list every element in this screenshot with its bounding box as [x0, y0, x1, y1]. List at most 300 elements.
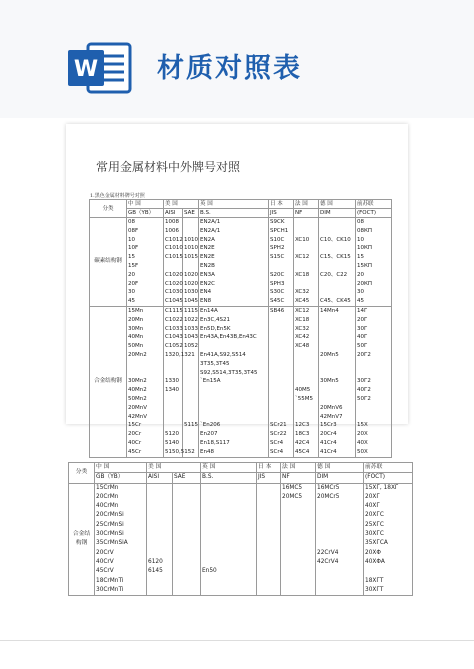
cell-line: SB46 — [270, 307, 285, 314]
cell-line: 30Г2 — [357, 378, 371, 385]
category-cell: 合金结构钢 — [69, 483, 95, 596]
data-cell — [199, 218, 269, 307]
cell-line — [270, 404, 292, 413]
cell-line: 08 — [128, 219, 135, 225]
cell-line: 3T35,3T45 — [200, 360, 230, 367]
cell-line: En50 — [202, 568, 217, 575]
cell-line: 15XГ, 18XГ — [365, 484, 399, 491]
cell-line: En48 — [200, 448, 214, 455]
cell-line — [270, 342, 292, 351]
cell-line: 50Г — [357, 343, 368, 350]
cell-line — [258, 521, 279, 530]
cell-line — [317, 511, 362, 520]
cell-line — [282, 549, 314, 558]
cell-line: 20 — [357, 271, 364, 278]
cell-line — [174, 577, 199, 586]
cell-line: 08КП — [357, 227, 373, 234]
cell-line — [174, 530, 199, 539]
cell-line — [317, 502, 362, 511]
cell-line: 15 — [357, 254, 364, 261]
cell-line — [184, 377, 197, 386]
cell-line — [320, 333, 354, 342]
cell-line: 12C3 — [295, 422, 310, 429]
cell-line: 30Mn — [128, 325, 144, 332]
data-cell — [319, 306, 356, 457]
table-row — [90, 218, 392, 307]
cell-line: 30 — [357, 289, 364, 296]
cell-line — [165, 413, 181, 422]
header-standard: JIS — [269, 209, 294, 218]
cell-line — [184, 262, 197, 271]
cell-line: 1045 — [184, 298, 198, 305]
cell-line — [165, 421, 181, 430]
cell-line: 30XГC — [365, 531, 384, 538]
cell-line — [174, 521, 199, 530]
cell-line — [148, 484, 171, 493]
cell-line: C1045 — [165, 298, 183, 305]
cell-line — [165, 404, 181, 413]
table-row — [90, 306, 392, 457]
cell-line: EN2E — [200, 254, 215, 261]
cell-line: 45 — [128, 298, 135, 305]
header-standard: JIS — [257, 473, 281, 483]
header-standard: SAE — [173, 473, 201, 483]
cell-line — [165, 369, 181, 378]
header-standard: DIM — [319, 209, 356, 218]
page-heading: 常用金属材料中外牌号对照 — [96, 160, 241, 174]
cell-line — [200, 342, 267, 351]
cell-line — [357, 413, 390, 422]
cell-line — [174, 558, 199, 567]
cell-line: 1006 — [165, 227, 179, 234]
data-cell — [199, 306, 269, 457]
cell-line: 20Mn — [128, 316, 144, 323]
cell-line: 18XГT — [365, 577, 384, 584]
cell-line: C1052 — [165, 343, 183, 350]
cell-line — [295, 351, 317, 360]
cell-line: 20XΦ — [365, 549, 381, 556]
cell-line — [282, 521, 314, 530]
cell-line: XC12 — [295, 254, 310, 261]
cell-line: En207 — [200, 431, 218, 438]
header-standard: B.S. — [199, 209, 269, 218]
header-country: 日 本 — [257, 463, 281, 473]
cell-line — [258, 502, 279, 511]
cell-line: `55M5 — [295, 395, 313, 402]
category-cell: 合金结构钢 — [90, 306, 127, 457]
cell-line — [184, 360, 197, 369]
cell-line: 1330 — [165, 378, 179, 385]
cell-line — [320, 288, 354, 297]
cell-line: 1320,1321 — [165, 351, 195, 358]
cell-line — [320, 316, 354, 325]
cell-line — [320, 218, 354, 227]
cell-line — [282, 502, 314, 511]
table-row — [69, 483, 413, 596]
cell-line: 40XГ — [365, 503, 380, 510]
header-country: 德 国 — [316, 463, 364, 473]
cell-line: 15F — [128, 262, 139, 269]
cell-line — [295, 377, 317, 386]
cell-line: 6145 — [148, 568, 163, 575]
cell-line — [270, 377, 292, 386]
cell-line: En41A,S92,S514 — [200, 351, 246, 358]
cell-line — [365, 567, 411, 576]
cell-line — [174, 586, 199, 595]
header-standard: (FOCT) — [356, 209, 392, 218]
header-standard: AISI — [147, 473, 173, 483]
cell-line — [174, 493, 199, 502]
cell-line: XC32 — [295, 289, 310, 296]
cell-line: 20CrV — [96, 549, 114, 556]
cell-line — [148, 539, 171, 548]
cell-line: 42MnV7 — [320, 413, 343, 420]
cell-line — [258, 511, 279, 520]
cell-line: 1008 — [165, 219, 179, 225]
header-country: 前苏联 — [356, 200, 392, 209]
cell-line: 20MnV6 — [320, 404, 343, 411]
header-row — [90, 200, 392, 209]
cell-line — [270, 413, 292, 422]
cell-line: C1115 — [165, 307, 183, 314]
cell-line: C1033 — [165, 325, 183, 332]
cell-line — [320, 386, 354, 395]
cell-line — [165, 395, 181, 404]
data-cell — [356, 306, 392, 457]
cell-line — [282, 530, 314, 539]
cell-line: 20Mn5 — [320, 351, 339, 358]
cell-line — [282, 511, 314, 520]
cell-line: EN2A — [200, 236, 215, 243]
cell-line: 40CrMn — [96, 503, 119, 510]
cell-line: C45、CK45 — [320, 298, 351, 305]
cell-line: 50Mn — [128, 343, 144, 350]
data-cell — [269, 306, 294, 457]
cell-line: En3C,4S21 — [200, 316, 231, 323]
data-cell — [201, 483, 257, 596]
cell-line: C1012 — [165, 236, 183, 243]
cell-line: 10F — [128, 245, 139, 252]
cell-line — [270, 369, 292, 378]
cell-line: 15 — [128, 254, 135, 261]
cell-line: 30CrMnSi — [96, 531, 124, 538]
cell-line: 20Cr4 — [320, 431, 337, 438]
cell-line: 1015 — [184, 254, 198, 261]
cell-line: 5150,5152 — [165, 448, 195, 455]
cell-line: 41Cr4 — [320, 439, 337, 446]
cell-line: En43A,En43B,En43C — [200, 334, 257, 341]
cell-line — [200, 413, 267, 422]
word-document-icon — [66, 40, 132, 96]
cell-line: 15КП — [357, 262, 373, 269]
cell-line — [282, 558, 314, 567]
cell-line: EN4 — [200, 289, 212, 296]
cell-line: EN2C — [200, 280, 215, 287]
cell-line: 40M5 — [295, 387, 311, 394]
cell-line: XC42 — [295, 334, 310, 341]
cell-line — [148, 549, 171, 558]
cell-line — [270, 360, 292, 369]
cell-line — [295, 244, 317, 253]
cell-line — [148, 493, 171, 502]
cell-line: 20Г — [357, 316, 368, 323]
cell-line: 15X — [357, 422, 368, 429]
cell-line — [148, 530, 171, 539]
data-cell — [183, 218, 199, 307]
cell-line: 30 — [128, 289, 135, 296]
data-cell — [257, 483, 281, 596]
cell-line: 1020 — [184, 271, 198, 278]
cell-line: XC45 — [295, 298, 310, 305]
cell-line: 15Cr — [128, 422, 142, 429]
cell-line — [202, 577, 255, 586]
cell-line — [270, 333, 292, 342]
cell-line — [317, 577, 362, 586]
cell-line: En5D,En5K — [200, 325, 231, 332]
cell-line: 20Г2 — [357, 351, 371, 358]
cell-line: 30Mn2 — [128, 378, 147, 385]
cell-line — [320, 280, 354, 289]
cell-line: 20 — [128, 271, 135, 278]
cell-line — [202, 558, 255, 567]
cell-line: 50X — [357, 448, 368, 455]
cell-line — [174, 511, 199, 520]
cell-line: S10C — [270, 236, 285, 243]
cell-line — [202, 586, 255, 595]
cell-line: SPCH1 — [270, 227, 289, 234]
data-cell — [364, 483, 413, 596]
cell-line — [184, 386, 197, 395]
data-cell — [95, 483, 147, 596]
title-banner — [0, 0, 474, 118]
cell-line: SCr22 — [270, 431, 287, 438]
cell-line: 08 — [357, 219, 364, 225]
cell-line: S92,S514,3T35,3T45 — [200, 369, 258, 376]
cell-line — [282, 539, 314, 548]
cell-line: C1022 — [165, 316, 183, 323]
cell-line — [258, 567, 279, 576]
cell-line — [295, 413, 317, 422]
cell-line — [174, 539, 199, 548]
cell-line: 50Г2 — [357, 395, 371, 402]
cell-line: C1030 — [165, 289, 183, 296]
cell-line — [320, 342, 354, 351]
cell-line: SPH2 — [270, 245, 285, 252]
cell-line: 1043 — [184, 334, 198, 341]
cell-line — [200, 386, 267, 395]
cell-line — [282, 577, 314, 586]
cell-line — [202, 484, 255, 493]
cell-line — [258, 484, 279, 493]
cell-line — [184, 227, 197, 236]
cell-line: 20XГ — [365, 493, 380, 500]
cell-line — [320, 244, 354, 253]
cell-line: 20Cr — [128, 431, 142, 438]
cell-line: 42CrV4 — [317, 558, 339, 565]
data-cell — [183, 306, 199, 457]
header-standard: GB（YB） — [127, 209, 164, 218]
cell-line: 1115 — [184, 307, 198, 314]
header-country: 前苏联 — [364, 463, 413, 473]
cell-line — [202, 530, 255, 539]
header-category: 分类 — [69, 463, 95, 484]
cell-line — [202, 549, 255, 558]
header-standard: GB（YB） — [95, 473, 147, 483]
header-standard: NF — [294, 209, 319, 218]
header-country: 英 国 — [201, 463, 257, 473]
cell-line — [258, 539, 279, 548]
cell-line — [317, 539, 362, 548]
cell-line — [258, 558, 279, 567]
header-country: 法 国 — [294, 200, 319, 209]
cell-line: En18,S117 — [200, 439, 230, 446]
cell-line — [320, 395, 354, 404]
cell-line: XC12 — [295, 307, 310, 314]
cell-line — [184, 369, 197, 378]
cell-line: 20X — [357, 431, 368, 438]
cell-line: 40Mn2 — [128, 387, 147, 394]
cell-line — [174, 567, 199, 576]
material-table-2 — [68, 462, 413, 596]
header-row — [69, 463, 413, 473]
cell-line: 5120 — [165, 431, 179, 438]
cell-line — [270, 262, 292, 271]
cell-line: `En206 — [200, 422, 221, 429]
cell-line: C1020 — [165, 280, 183, 287]
material-table-1 — [89, 199, 392, 458]
header-standard: B.S. — [201, 473, 257, 483]
header-country: 英 国 — [199, 200, 269, 209]
divider — [0, 640, 474, 641]
cell-line — [128, 369, 162, 378]
cell-line: 1020 — [184, 280, 198, 287]
header-country: 中 国 — [127, 200, 164, 209]
cell-line: EN3A — [200, 271, 215, 278]
data-cell — [319, 218, 356, 307]
header-row — [90, 209, 392, 218]
cell-line: 30Mn5 — [320, 378, 339, 385]
cell-line: S20C — [270, 271, 285, 278]
cell-line — [282, 586, 314, 595]
cell-line: 14Mn4 — [320, 307, 339, 314]
header-standard: (FOCT) — [364, 473, 413, 483]
cell-line — [148, 577, 171, 586]
cell-line: 45Cr — [128, 448, 142, 455]
cell-line: EN2A/1 — [200, 219, 221, 225]
cell-line: S45C — [270, 298, 285, 305]
cell-line: C20、C22 — [320, 271, 348, 278]
cell-line: XC48 — [295, 343, 310, 350]
cell-line — [295, 227, 317, 236]
cell-line: 20MC5 — [282, 493, 303, 500]
cell-line: 30Г — [357, 325, 368, 332]
cell-line — [174, 502, 199, 511]
cell-line: EN2A/1 — [200, 227, 221, 234]
logo-letter: W — [73, 57, 99, 82]
cell-line: 30XГT — [365, 586, 384, 593]
cell-line — [200, 404, 267, 413]
cell-line: EN8 — [200, 298, 212, 305]
header-standard: DIM — [316, 473, 364, 483]
cell-line: 45C4 — [295, 448, 310, 455]
cell-line — [202, 539, 255, 548]
cell-line — [320, 369, 354, 378]
cell-line — [320, 262, 354, 271]
cell-line: 20XГC — [365, 512, 384, 519]
cell-line — [258, 586, 279, 595]
cell-line: 40Cr — [128, 439, 142, 446]
cell-line — [317, 567, 362, 576]
header-country: 德 国 — [319, 200, 356, 209]
cell-line: 40X — [357, 439, 368, 446]
cell-line: 1022 — [184, 316, 198, 323]
cell-line — [258, 493, 279, 502]
cell-line: XC18 — [295, 316, 310, 323]
cell-line — [174, 549, 199, 558]
cell-line: C1010 — [165, 245, 183, 252]
cell-line — [200, 395, 267, 404]
cell-line — [184, 439, 197, 448]
header-country: 美 国 — [147, 463, 201, 473]
cell-line: 40XΦA — [365, 558, 385, 565]
header-country: 美 国 — [164, 200, 199, 209]
cell-line — [184, 413, 197, 422]
cell-line — [184, 404, 197, 413]
cell-line — [165, 262, 181, 271]
cell-line — [174, 484, 199, 493]
cell-line: 40Г2 — [357, 387, 371, 394]
cell-line: 1030 — [184, 289, 198, 296]
cell-line — [184, 430, 197, 439]
cell-line: 40Mn — [128, 334, 144, 341]
data-cell — [356, 218, 392, 307]
cell-line: 35XГCA — [365, 540, 388, 547]
cell-line: SPH3 — [270, 280, 285, 287]
cell-line: 40Г — [357, 334, 368, 341]
cell-line: XC18 — [295, 271, 310, 278]
cell-line — [165, 360, 181, 369]
cell-line — [258, 530, 279, 539]
header-row — [69, 473, 413, 483]
cell-line: EN2E — [200, 245, 215, 252]
cell-line: En14A — [200, 307, 218, 314]
cell-line: 20КП — [357, 280, 373, 287]
cell-line: 20CrMnSi — [96, 512, 124, 519]
cell-line — [357, 369, 390, 378]
cell-line: 22CrV4 — [317, 549, 339, 556]
cell-line: 50Mn2 — [128, 395, 147, 402]
cell-line: 5115 — [184, 422, 198, 429]
data-cell — [173, 483, 201, 596]
cell-line: 30CrMnTi — [96, 586, 124, 593]
header-standard: NF — [281, 473, 316, 483]
cell-line: 42MnV — [128, 413, 147, 420]
cell-line — [184, 395, 197, 404]
cell-line: 1340 — [165, 387, 179, 394]
header-country: 日 本 — [269, 200, 294, 209]
cell-line: S9CK — [270, 219, 285, 225]
cell-line — [148, 521, 171, 530]
cell-line — [202, 502, 255, 511]
cell-line — [295, 218, 317, 227]
cell-line — [317, 586, 362, 595]
cell-line — [317, 530, 362, 539]
cell-line — [202, 521, 255, 530]
data-cell — [147, 483, 173, 596]
header-category: 分类 — [90, 200, 127, 218]
cell-line: 20F — [128, 280, 139, 287]
cell-line — [270, 351, 292, 360]
